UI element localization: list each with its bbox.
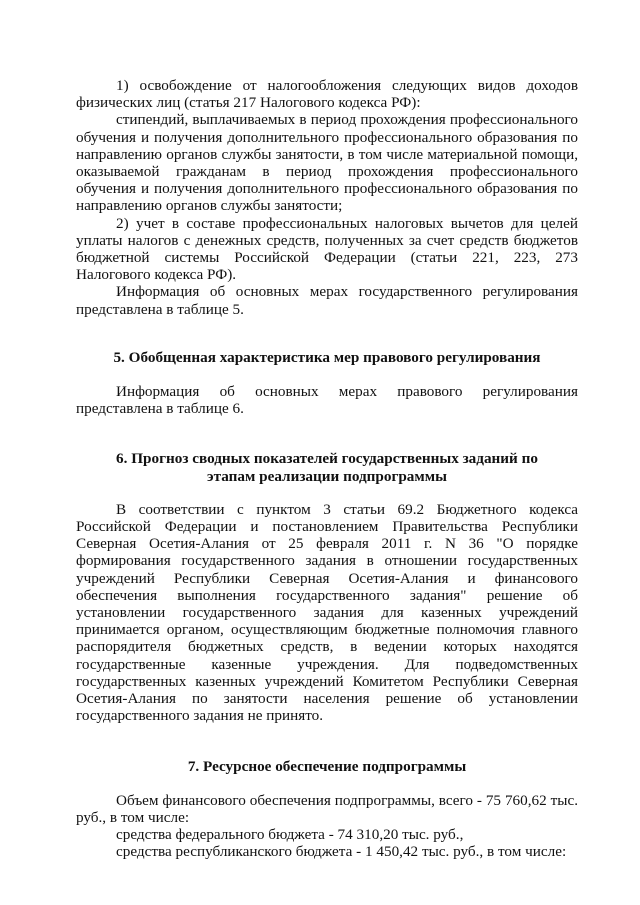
section7-federal-budget: средства федерального бюджета - 74 310,20 тыс. руб., bbox=[116, 826, 464, 844]
section6-heading-line1: 6. Прогноз сводных показателей государственных заданий по bbox=[116, 450, 538, 468]
section6-paragraph: В соответствии с пунктом 3 статьи 69.2 Бюджетного кодекса Российской Федерации и постановлением Правительства Республики Северная Осетия-Алания от 25 февраля 2011 г. N 36 "О порядке формирования государственного задания в отношении государственных учреждений Республики Северная Осетия-Алания и финансового обеспечения выполнения государственного задания" решение об установлении государственного задания для казенных учреждений принимается органом, осуществляющим бюджетные полномочия главного распорядителя бюджетных средств, в ведении которых находятся государственные казенные учреждения. Для подведомственных государственных казенных учреждений Комитетом Республики Северная Осетия-Алания по занятости населения решение об установлении государственного задания не принято. bbox=[76, 500, 578, 725]
paragraph-stipends: стипендий, выплачиваемых в период прохождения профессионального обучения и получения дополнительного профессионального образования по направлению органов службы занятости, в том числе материальной помощи, оказываемой гражданам в период прохождения профессионального обучения и получения дополнительного профессионального образования по направлению органов службы занятости; bbox=[76, 111, 578, 215]
section5-paragraph: Информация об основных мерах правового регулирования представлена в таблице 6. bbox=[76, 383, 578, 418]
section7-republican-budget: средства республиканского бюджета - 1 450,42 тыс. руб., в том числе: bbox=[116, 843, 567, 861]
section6-heading bbox=[76, 450, 578, 484]
section6-heading-line2: этапам реализации подпрограммы bbox=[207, 467, 447, 485]
document-body bbox=[76, 77, 578, 861]
paragraph-tax-deductions: 2) учет в составе профессиональных налоговых вычетов для целей уплаты налогов с денежных средств, полученных за счет средств бюджетов бюджетной системы Российской Федерации (статьи 221, 223, 273 Налогового кодекса РФ). bbox=[76, 214, 578, 284]
paragraph-table5-reference: Информация об основных мерах государственного регулирования представлена в таблице 5. bbox=[76, 283, 578, 318]
section7-heading: 7. Ресурсное обеспечение подпрограммы bbox=[187, 757, 467, 775]
section5-heading: 5. Обобщенная характеристика мер правового регулирования bbox=[113, 348, 541, 366]
section7-total-funding: Объем финансового обеспечения подпрограммы, всего - 75 760,62 тыс. руб., в том числе: bbox=[76, 791, 578, 826]
paragraph-tax-exemption: 1) освобождение от налогообложения следующих видов доходов физических лиц (статья 217 Налогового кодекса РФ): bbox=[76, 77, 578, 112]
